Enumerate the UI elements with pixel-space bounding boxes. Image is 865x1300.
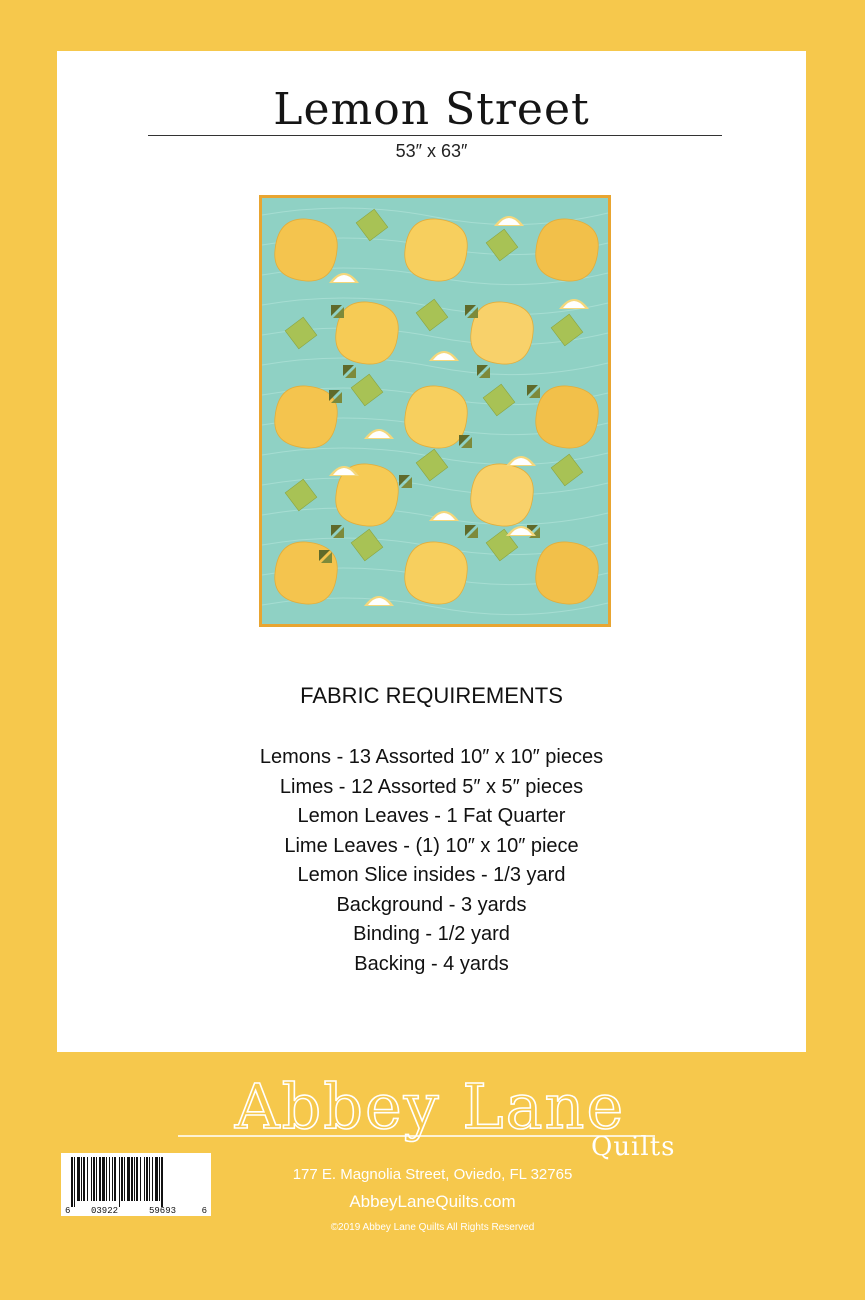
footer-address: 177 E. Magnolia Street, Oviedo, FL 32765 — [292, 1166, 573, 1183]
requirement-item: Lemon Leaves - 1 Fat Quarter — [297, 805, 566, 827]
lemon-block — [405, 219, 468, 281]
lemon-block — [405, 386, 468, 448]
lemon-block — [405, 542, 468, 604]
white-panel — [57, 51, 806, 1052]
barcode-digits: 03922 — [91, 1206, 119, 1216]
logo-wordmark: Abbey Lane — [234, 1070, 626, 1143]
lemon-block — [275, 386, 338, 448]
fabric-requirements-list — [57, 743, 806, 979]
barcode-digits: 59693 — [149, 1206, 177, 1216]
lemon-block — [536, 386, 599, 448]
quilt-photo — [259, 195, 611, 627]
requirement-item: Lemons - 13 Assorted 10″ x 10″ pieces — [259, 746, 604, 768]
requirement-item: Binding - 1/2 yard — [353, 923, 510, 945]
requirement-item: Background - 3 yards — [336, 893, 527, 916]
fabric-requirements-heading: FABRIC REQUIREMENTS — [300, 683, 563, 708]
requirement-item: Limes - 12 Assorted 5″ x 5″ pieces — [279, 775, 584, 798]
barcode-digits: 6 — [201, 1206, 207, 1216]
requirement-item: Lime Leaves - (1) 10″ x 10″ piece — [284, 834, 579, 857]
lemon-block — [471, 464, 534, 526]
lemon-block — [471, 302, 534, 364]
pattern-title: Lemon Street — [273, 84, 590, 135]
requirement-item: Backing - 4 yards — [354, 952, 509, 975]
logo-quilts-text: Quilts — [591, 1132, 676, 1162]
title-divider — [148, 135, 722, 136]
requirement-item: Lemon Slice insides - 1/3 yard — [297, 864, 566, 886]
finished-size: 53″ x 63″ — [395, 141, 468, 161]
lemon-block — [275, 219, 338, 281]
barcode-digits: 6 — [65, 1206, 71, 1216]
footer-website-link[interactable]: AbbeyLaneQuilts.com — [349, 1192, 516, 1211]
lemon-block — [536, 542, 599, 604]
lemon-block — [336, 302, 399, 364]
lemon-block — [536, 219, 599, 281]
footer-copyright: ©2019 Abbey Lane Quilts All Rights Reserved — [330, 1222, 535, 1233]
